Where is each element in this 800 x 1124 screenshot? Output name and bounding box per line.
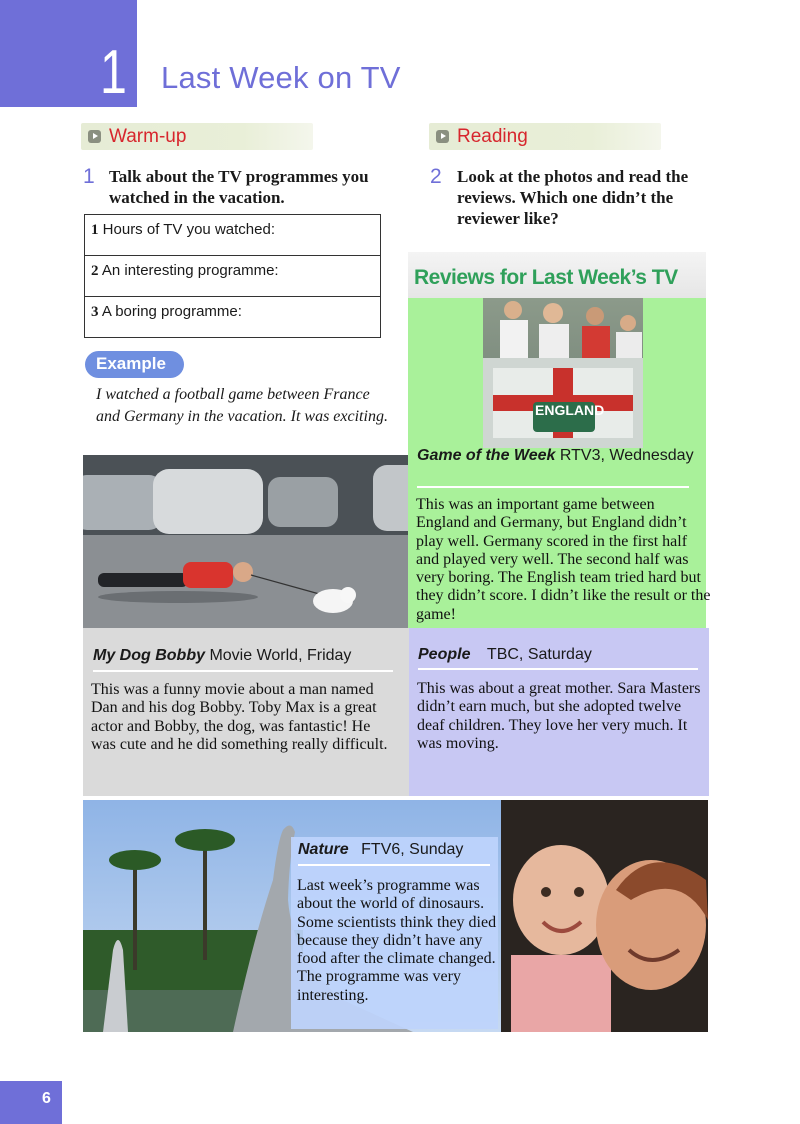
review-channel: Movie World, Friday bbox=[209, 647, 352, 664]
row-number: 1 bbox=[91, 222, 99, 238]
reading-banner-label: Reading bbox=[457, 126, 528, 147]
page-number-block bbox=[0, 1081, 62, 1124]
review-channel: RTV3, Wednesday bbox=[559, 447, 694, 464]
task-1-number: 1 bbox=[83, 165, 95, 188]
example-badge bbox=[85, 351, 184, 378]
review-show-name: My Dog Bobby bbox=[93, 647, 205, 664]
task-2-number: 2 bbox=[430, 165, 442, 188]
man-and-dog-photo bbox=[83, 455, 408, 628]
page-title: Last Week on TV bbox=[161, 60, 401, 95]
unit-number: 1 bbox=[100, 38, 127, 107]
review-show-name: People bbox=[418, 646, 471, 663]
row-number: 3 bbox=[91, 304, 99, 320]
row-number: 2 bbox=[91, 263, 99, 279]
task-2-instruction: Look at the photos and read the reviews. Which one didn’t the reviewer like? bbox=[457, 167, 689, 228]
review-divider bbox=[298, 864, 490, 866]
page-number: 6 bbox=[42, 1090, 51, 1107]
review-channel: FTV6, Sunday bbox=[361, 841, 464, 858]
review-divider bbox=[417, 486, 689, 488]
table-row[interactable] bbox=[85, 215, 380, 256]
mother-and-child-photo bbox=[501, 800, 708, 1032]
review-show-name: Game of the Week bbox=[417, 447, 556, 464]
england-banner-text: ENGLAND bbox=[535, 402, 605, 418]
warmup-table bbox=[84, 214, 381, 338]
example-badge-label: Example bbox=[96, 354, 166, 373]
review-title-people bbox=[418, 646, 708, 664]
reviews-header: Reviews for Last Week’s TV bbox=[414, 266, 678, 289]
review-title-game bbox=[417, 446, 707, 465]
review-body-dog: This was a funny movie about a man named Dan and his dog Bobby. Toby Max is a great actor and Bobby, the dog, was fantastic! He was cute and he did something really difficult. bbox=[91, 681, 388, 753]
review-channel: TBC, Saturday bbox=[486, 646, 592, 663]
task-1-instruction: Talk about the TV programmes you watched in the vacation. bbox=[109, 167, 369, 207]
review-title-nature bbox=[298, 841, 498, 859]
row-label: An interesting programme: bbox=[101, 262, 279, 279]
review-title-dog bbox=[93, 647, 403, 665]
warmup-banner-label: Warm-up bbox=[109, 126, 187, 147]
review-show-name: Nature bbox=[298, 841, 349, 858]
table-row[interactable] bbox=[85, 297, 380, 337]
reading-section-banner bbox=[429, 123, 661, 150]
review-divider bbox=[418, 668, 698, 670]
warmup-section-banner bbox=[81, 123, 313, 150]
play-bullet-icon bbox=[436, 130, 449, 143]
review-body-people: This was about a great mother. Sara Masters didn’t earn much, but she adopted twelve deaf children. They love her very much. It was moving. bbox=[417, 680, 701, 752]
review-body-game: This was an important game between England and Germany, but England didn’t play well. Germany scored in the first half and played very well. The second half was very boring. The English team tried hard but they didn’t score. I didn’t like the result or the game! bbox=[416, 496, 711, 623]
football-fans-photo bbox=[483, 298, 643, 448]
review-body-nature: Last week’s programme was about the world of dinosaurs. Some scientists think they died because they didn’t have any food after the climate changed. The programme was very interesting. bbox=[297, 877, 497, 1004]
table-row[interactable] bbox=[85, 256, 380, 297]
review-divider bbox=[93, 670, 393, 672]
play-bullet-icon bbox=[88, 130, 101, 143]
example-text: I watched a football game between France and Germany in the vacation. It was exciting. bbox=[96, 386, 388, 425]
row-label: Hours of TV you watched: bbox=[102, 221, 275, 238]
row-label: A boring programme: bbox=[101, 303, 242, 320]
